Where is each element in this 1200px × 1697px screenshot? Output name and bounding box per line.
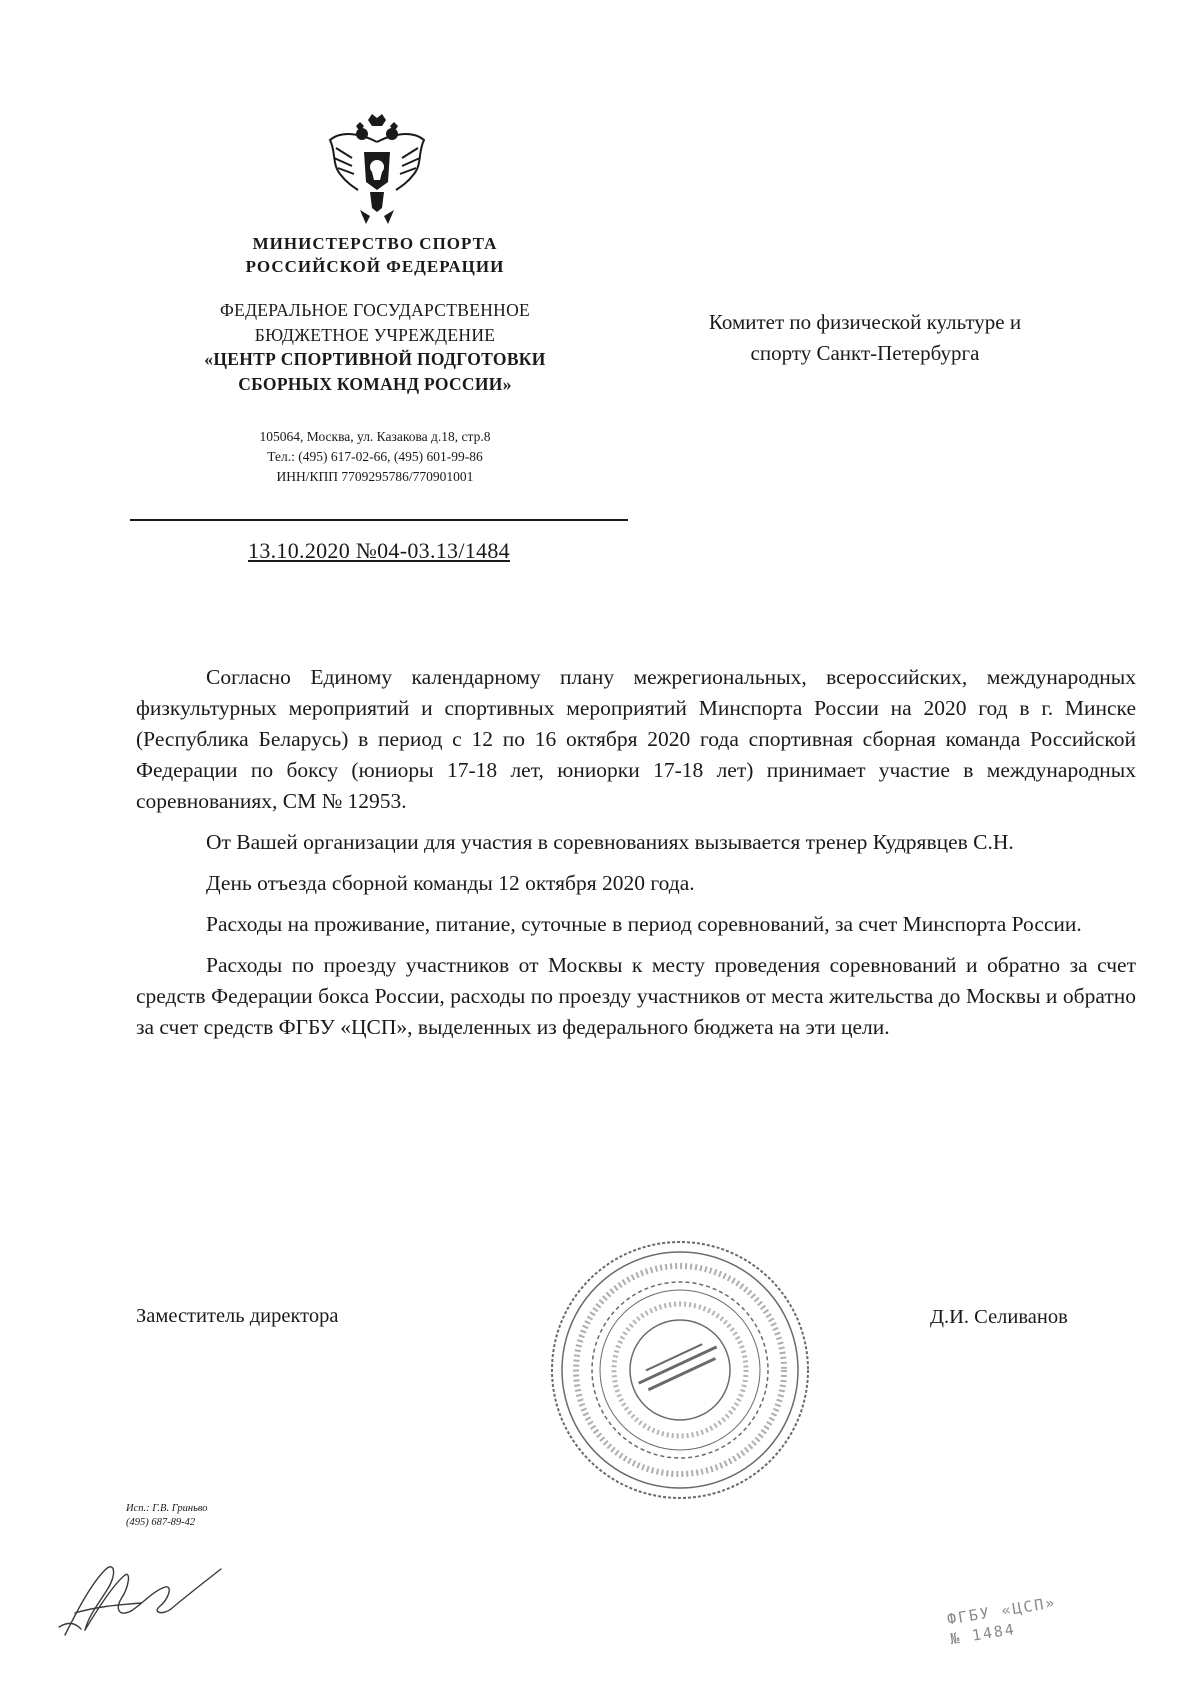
ministry-name [165, 232, 585, 278]
header-divider [130, 519, 628, 521]
executor-info [126, 1502, 208, 1530]
ministry-line-2: РОССИЙСКОЙ ФЕДЕРАЦИИ [245, 257, 505, 276]
official-seal-icon [545, 1235, 815, 1505]
org-line-4: СБОРНЫХ КОМАНД РОССИИ» [238, 373, 512, 394]
body-paragraph-1: Согласно Единому календарному плану межрегиональных, всероссийских, международных физкультурных мероприятий и спортивных мероприятий Минспорта России на 2020 год в г. Минске (Республика Беларусь) в период с 12 по 16 октября 2020 года спортивная сборная команда Российской Федерации по боксу (юниоры 17-18 лет, юниорки 17-18 лет) принимает участие в международных соревнованиях, СМ № 12953. [136, 665, 1136, 813]
org-phones: Тел.: (495) 617-02-66, (495) 601-99-86 [267, 449, 483, 464]
inbound-stamp-line-1: ФГБУ «ЦСП» [945, 1593, 1058, 1629]
body-paragraph-5: Расходы по проезду участников от Москвы к месту проведения соревнований и обратно за счет средств Федерации бокса России, расходы по проезду участников от места жительства до Москвы и обратно за счет средств ФГБУ «ЦСП», выделенных из федерального бюджета на эти цели. [136, 953, 1136, 1039]
executor-phone: (495) 687-89-42 [126, 1517, 196, 1528]
org-inn: ИНН/КПП 7709295786/770901001 [276, 469, 474, 484]
inbound-stamp-line-2: № 1484 [948, 1620, 1018, 1649]
signer-name: Д.И. Селиванов [930, 1306, 1068, 1328]
org-address: 105064, Москва, ул. Казакова д.18, стр.8 [259, 429, 491, 444]
coat-of-arms-icon [322, 112, 432, 227]
registration-number: 13.10.2020 №04-03.13/1484 [248, 538, 510, 563]
org-line-3: «ЦЕНТР СПОРТИВНОЙ ПОДГОТОВКИ [204, 349, 546, 369]
body-paragraph-3: День отъезда сборной команды 12 октября 2020 года. [206, 871, 695, 895]
org-contacts [165, 427, 585, 487]
signer-position: Заместитель директора [136, 1305, 339, 1327]
org-line-1: ФЕДЕРАЛЬНОЕ ГОСУДАРСТВЕННОЕ [219, 300, 531, 320]
org-line-2: БЮДЖЕТНОЕ УЧРЕЖДЕНИЕ [254, 324, 496, 345]
recipient-block [665, 307, 1065, 369]
recipient-line-1: Комитет по физической культуре и [708, 310, 1022, 334]
recipient-line-2: спорту Санкт-Петербурга [750, 341, 980, 365]
body-paragraph-4: Расходы на проживание, питание, суточные в период соревнований, за счет Минспорта России. [206, 912, 1082, 936]
body-paragraph-2: От Вашей организации для участия в соревнованиях вызывается тренер Кудрявцев С.Н. [206, 830, 1014, 854]
inbound-stamp [946, 1591, 1071, 1649]
organization-name [150, 298, 600, 396]
handwritten-signature-icon [45, 1535, 245, 1650]
ministry-line-1: МИНИСТЕРСТВО СПОРТА [252, 234, 498, 253]
executor-name: Исп.: Г.В. Гриньво [126, 1503, 208, 1514]
letter-body [136, 662, 1136, 1053]
